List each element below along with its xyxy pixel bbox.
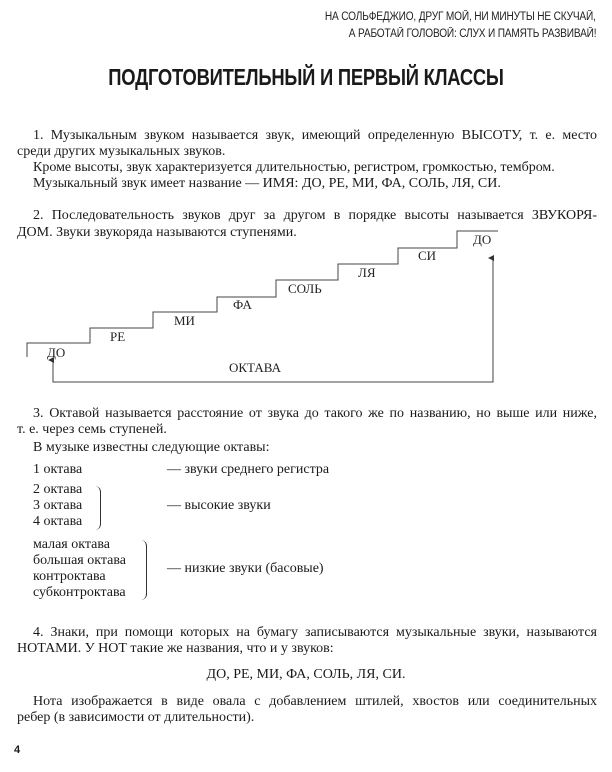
octave-3: 3 октава (33, 498, 83, 513)
high-desc: — высокие звуки (167, 498, 271, 513)
scale-staircase-diagram (0, 220, 612, 390)
step-label-re: РЕ (110, 329, 126, 344)
p3-line-2: т. е. через семь ступеней. (17, 422, 167, 437)
low-desc: — низкие звуки (басовые) (167, 561, 324, 576)
octave-small: малая октава (33, 537, 110, 552)
epigraph-line-1: НА СОЛЬФЕДЖИО, ДРУГ МОЙ, НИ МИНУТЫ НЕ СКУЧАЙ, (325, 11, 596, 23)
page-number: 4 (14, 744, 21, 756)
high-brace (94, 486, 101, 530)
p1-line-4: Музыкальный звук имеет название — ИМЯ: ДО, РЕ, МИ, ФА, СОЛЬ, ЛЯ, СИ. (33, 176, 501, 191)
octave-1-desc: — звуки среднего регистра (167, 462, 330, 477)
octave-1: 1 октава (33, 462, 83, 477)
step-label-sol: СОЛЬ (288, 281, 322, 296)
step-label-si: СИ (418, 248, 437, 263)
p4-notes: ДО, РЕ, МИ, ФА, СОЛЬ, ЛЯ, СИ. (206, 667, 406, 682)
octave-label: ОКТАВА (229, 360, 281, 375)
p2-line-1: 2. Последовательность звуков друг за другом в порядке высоты называется ЗВУКОРЯ- (33, 208, 597, 223)
step-label-do-upper: ДО (473, 232, 492, 247)
step-label-la: ЛЯ (358, 265, 376, 280)
epigraph-line-2: А РАБОТАЙ ГОЛОВОЙ: СЛУХ И ПАМЯТЬ РАЗВИВАЙ! (348, 28, 596, 40)
p4-line-1: 4. Знаки, при помощи которых на бумагу записываются музыкальные звуки, называются (33, 625, 597, 640)
p1-line-1: 1. Музыкальным звуком называется звук, имеющий определенную ВЫСОТУ, т. е. место (33, 128, 597, 143)
p5-line-2: ребер (в зависимости от длительности). (17, 710, 255, 725)
step-label-mi: МИ (174, 313, 195, 328)
octave-great: большая октава (33, 553, 127, 568)
p3-line-1: 3. Октавой называется расстояние от звука до такого же по названию, но выше или ниже, (33, 406, 597, 421)
p1-line-2: среди других музыкальных звуков. (17, 144, 226, 159)
octave-contra: контроктава (33, 569, 106, 584)
octave-subcontra: субконтроктава (33, 585, 126, 600)
p5-line-1: Нота изображается в виде овала с добавлением штилей, хвостов или соединительных (33, 694, 597, 709)
step-label-do: ДО (47, 345, 66, 360)
p2-line-2: ДОМ. Звуки звукоряда называются ступенями. (17, 225, 297, 240)
page-title: ПОДГОТОВИТЕЛЬНЫЙ И ПЕРВЫЙ КЛАССЫ (108, 64, 504, 90)
low-brace (140, 540, 147, 600)
p3-line-3: В музыке известны следующие октавы: (33, 440, 270, 455)
p1-line-3: Кроме высоты, звук характеризуется длительностью, регистром, громкостью, тембром. (33, 160, 555, 175)
step-label-fa: ФА (233, 297, 252, 312)
octave-2: 2 октава (33, 482, 83, 497)
p4-line-2: НОТАМИ. У НОТ такие же названия, что и у звуков: (17, 641, 334, 656)
octave-4: 4 октава (33, 514, 83, 529)
